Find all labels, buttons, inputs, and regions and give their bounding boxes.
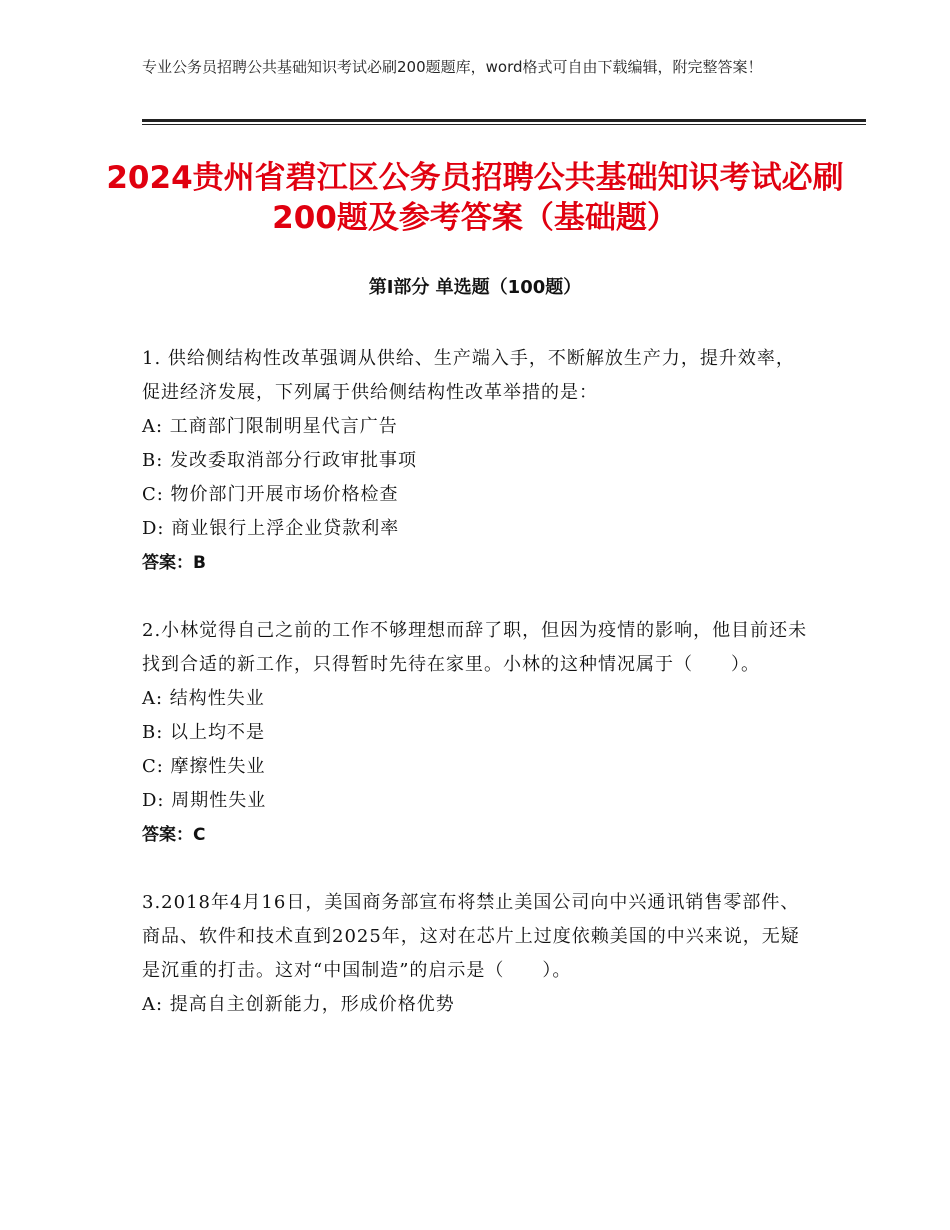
question-list — [142, 342, 810, 1056]
header-divider — [142, 119, 866, 125]
option-d: D: 商业银行上浮企业贷款利率 — [142, 518, 400, 539]
question-2 — [142, 614, 810, 852]
document-title: 2024贵州省碧江区公务员招聘公共基础知识考试必刷200题及参考答案（基础题） — [106, 160, 844, 236]
divider-thin-line — [142, 124, 866, 125]
option-a: A: 结构性失业 — [142, 688, 265, 709]
question-stem: 1. 供给侧结构性改革强调从供给、生产端入手，不断解放生产力，提升效率，促进经济发展，下列属于供给侧结构性改革举措的是： — [142, 348, 795, 403]
answer: 答案：C — [142, 825, 206, 845]
option-d: D: 周期性失业 — [142, 790, 267, 811]
option-c: C: 物价部门开展市场价格检查 — [142, 484, 399, 505]
option-a: A: 工商部门限制明星代言广告 — [142, 416, 398, 437]
option-b: B: 发改委取消部分行政审批事项 — [142, 450, 418, 471]
question-stem: 2.小林觉得自己之前的工作不够理想而辞了职，但因为疫情的影响，他目前还未找到合适的新工作，只得暂时先待在家里。小林的这种情况属于（ ）。 — [142, 620, 808, 675]
question-1 — [142, 342, 810, 580]
question-stem: 3.2018年4月16日，美国商务部宣布将禁止美国公司向中兴通讯销售零部件、商品、软件和技术直到2025年，这对在芯片上过度依赖美国的中兴来说，无疑是沉重的打击。这对“中国制造”的启示是（ ）。 — [142, 892, 800, 981]
answer: 答案：B — [142, 553, 206, 573]
option-a: A: 提高自主创新能力，形成价格优势 — [142, 994, 455, 1015]
header-note: 专业公务员招聘公共基础知识考试必刷200题题库，word格式可自由下载编辑，附完整答案！ — [142, 58, 763, 76]
section-title: 第Ⅰ部分 单选题（100题） — [368, 277, 582, 298]
option-c: C: 摩擦性失业 — [142, 756, 266, 777]
question-3 — [142, 886, 810, 1022]
option-b: B: 以上均不是 — [142, 722, 266, 743]
divider-thick-line — [142, 119, 866, 122]
